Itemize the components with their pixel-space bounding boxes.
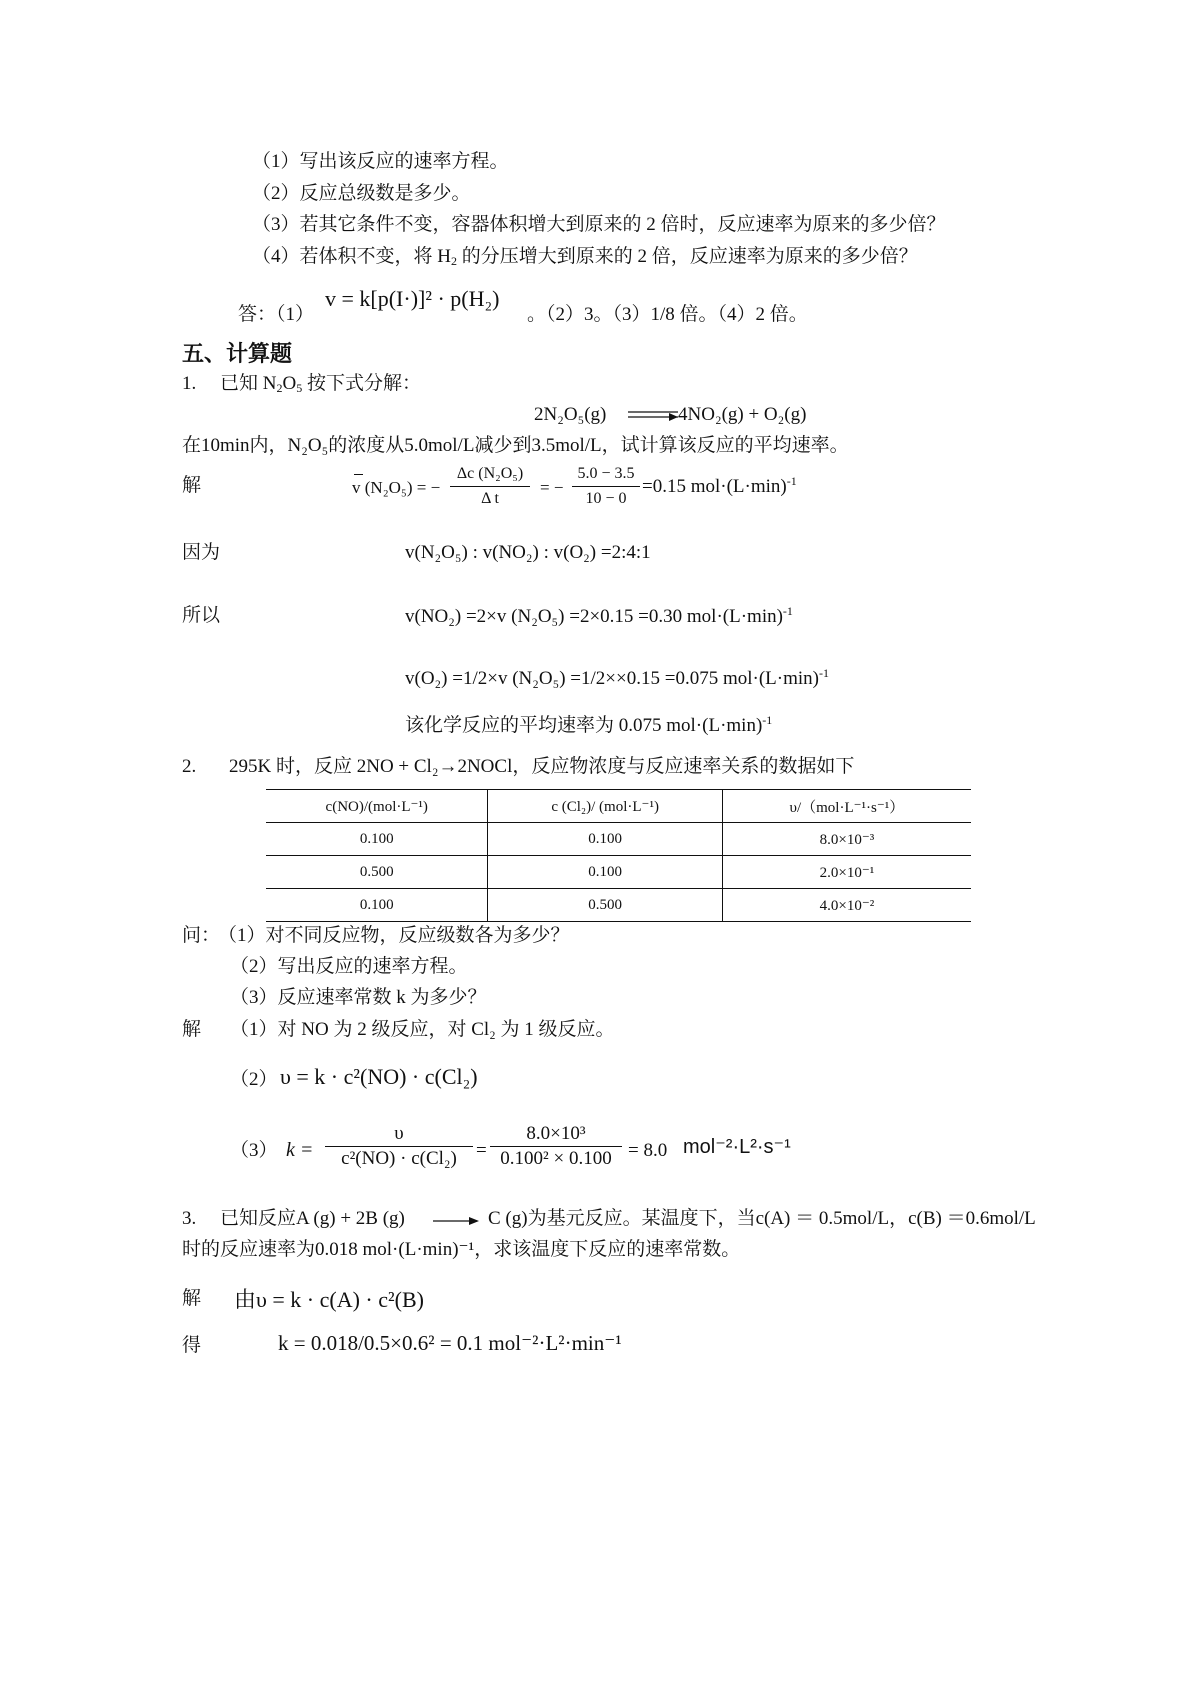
problem-1-intro-text: 已知 N (220, 373, 277, 394)
solution-2-2-label: （2） (230, 1069, 278, 1090)
fraction-values-numerator: 5.0 − 3.5 (577, 465, 635, 482)
table-header-row (266, 790, 971, 823)
problem-3-line2: 时的反应速率为0.018 mol·(L·min)⁻¹，求该温度下反应的速率常数。 (182, 1239, 741, 1260)
rate-o2 (405, 667, 829, 691)
table-cell: 4.0×10⁻² (722, 889, 971, 922)
answer-rate-equation: v = k[p(I·)]² · p(H₂) (325, 286, 500, 311)
fraction-k-values (490, 1123, 622, 1170)
fraction-delta-numerator: Δc (N₂O₅) (456, 465, 524, 482)
solution-label-3: 解 (182, 1288, 202, 1309)
ask-3: （3）反应速率常数 k 为多少？ (230, 987, 487, 1008)
rate-no2-text: v(NO₂) =2×v (N₂O₅) =2×0.15 =0.30 mol·(L·min) (405, 606, 783, 627)
get-label: 得 (182, 1335, 202, 1356)
problem-3-line1-end: C (g)为基元反应。某温度下，当c(A) ＝ 0.5mol/L，c(B) ＝0.6mol/L (488, 1208, 1036, 1229)
question-4-text-end: 的分压增大到原来的 2 倍，反应速率为原来的多少倍？ (456, 246, 918, 267)
reaction-right: 4NO₂(g) + O₂(g) (678, 404, 807, 425)
table-cell: 0.500 (266, 856, 488, 889)
problem-1-statement: 在10min内，N₂O₅的浓度从5.0mol/L减少到3.5mol/L，试计算该反应的平均速率。 (182, 435, 849, 456)
ask-label: 问： (182, 925, 221, 946)
table-row (266, 856, 971, 889)
table-row (266, 889, 971, 922)
fraction-k-denominator: c²(NO) · c(Cl₂) (341, 1148, 457, 1169)
avg-rate-lhs: v (N₂O₅) = − (352, 478, 441, 497)
answer-rest: 。（2）3。（3）1/8 倍。（4）2 倍。 (527, 304, 808, 325)
column-header: υ/（mol·L⁻¹·s⁻¹） (722, 790, 971, 823)
table-cell: 0.100 (266, 823, 488, 856)
solution-2-3-label: （3） (230, 1140, 278, 1161)
avg-rate-result (642, 475, 797, 499)
fraction-values-numerator: 8.0×10³ (526, 1123, 586, 1144)
answer-prefix: 答：（1） (238, 304, 315, 325)
problem-3-number: 3. (182, 1208, 197, 1229)
table-cell: 8.0×10⁻³ (722, 823, 971, 856)
conclusion (405, 714, 772, 738)
fraction-delta-denominator: Δ t (481, 490, 499, 507)
reaction-arrow-icon (433, 1216, 481, 1226)
avg-rate-mid: = − (540, 478, 564, 497)
so-label: 所以 (182, 605, 221, 626)
table-cell: 2.0×10⁻¹ (722, 856, 971, 889)
rate-no2 (405, 605, 793, 629)
ask-2: （2）写出反应的速率方程。 (230, 956, 468, 977)
question-1: （1）写出该反应的速率方程。 (252, 151, 509, 172)
fraction-values-denominator: 0.100² × 0.100 (500, 1148, 612, 1169)
table-cell: 0.100 (488, 823, 722, 856)
question-4 (252, 245, 918, 269)
question-3: （3）若其它条件不变，容器体积增大到原来的 2 倍时，反应速率为原来的多少倍？ (252, 214, 946, 235)
problem-1-intro: 已知 $N_2O_5$ 按下式分解： (220, 373, 421, 395)
fraction-k-numerator: υ (394, 1123, 404, 1144)
table-cell: 0.100 (488, 856, 722, 889)
fraction-values (572, 463, 640, 510)
problem-2-number: 2. (182, 756, 197, 777)
rate-o2-text: v(O₂) =1/2×v (N₂O₅) =1/2××0.15 =0.075 mol·(L·min) (405, 668, 819, 689)
section-title: 五、计算题 (182, 342, 293, 367)
problem-1-intro-end: 按下式分解： (306, 373, 421, 394)
question-2: （2）反应总级数是多少。 (252, 183, 471, 204)
table-row (266, 823, 971, 856)
k-result: = 8.0 (628, 1140, 668, 1161)
problem-2-intro: 295K 时，反应 2NO + Cl₂→2NOCl，反应物浓度与反应速率关系的数据如下 (229, 756, 855, 777)
ask-1: （1）对不同反应物，反应级数各为多少？ (218, 925, 570, 946)
exponent: -1 (782, 604, 793, 618)
exponent: -1 (786, 474, 797, 488)
fraction-delta (450, 463, 530, 510)
rate-equation: υ = k · c²(NO) · c(Cl₂) (280, 1064, 478, 1089)
column-header: c (Cl₂)/ (mol·L⁻¹) (488, 790, 722, 823)
question-4-subscript: 2 (450, 254, 457, 268)
fraction-k-definition (325, 1123, 473, 1170)
avg-rate-result-text: =0.15 mol·(L·min) (642, 476, 787, 497)
elementary-rate-law: 由υ = k · c(A) · c²(B) (234, 1287, 424, 1312)
question-4-text: （4）若体积不变，将 H (252, 246, 451, 267)
rate-data-table (266, 789, 971, 922)
conclusion-text: 该化学反应的平均速率为 0.075 mol·(L·min) (405, 715, 763, 736)
equals: = (476, 1140, 487, 1161)
table-cell: 0.500 (488, 889, 722, 922)
k-unit: mol⁻²·L²·s⁻¹ (683, 1136, 791, 1158)
fraction-values-denominator: 10 − 0 (585, 490, 627, 507)
exponent: -1 (762, 713, 773, 727)
solution-2-1: （1）对 NO 为 2 级反应，对 Cl₂ 为 1 级反应。 (230, 1019, 615, 1040)
solution-label-1: 解 (182, 475, 202, 496)
reaction-left: 2N₂O₅(g) (534, 404, 607, 425)
exponent: -1 (818, 666, 829, 680)
column-header: c(NO)/(mol·L⁻¹) (266, 790, 488, 823)
problem-1-number: 1. (182, 373, 197, 394)
rate-ratio: v(N₂O₅) : v(NO₂) : v(O₂) =2:4:1 (405, 542, 651, 563)
k-symbol: k = (286, 1139, 314, 1161)
table-cell: 0.100 (266, 889, 488, 922)
k-calculation: k = 0.018/0.5×0.6² = 0.1 mol⁻²·L²·min⁻¹ (278, 1331, 622, 1355)
problem-3-line1-start: 已知反应A (g) + 2B (g) (220, 1208, 405, 1229)
solution-label-2: 解 (182, 1019, 202, 1040)
overline-mark (354, 474, 363, 475)
because-label: 因为 (182, 542, 221, 563)
equilibrium-arrow-icon (628, 409, 680, 421)
